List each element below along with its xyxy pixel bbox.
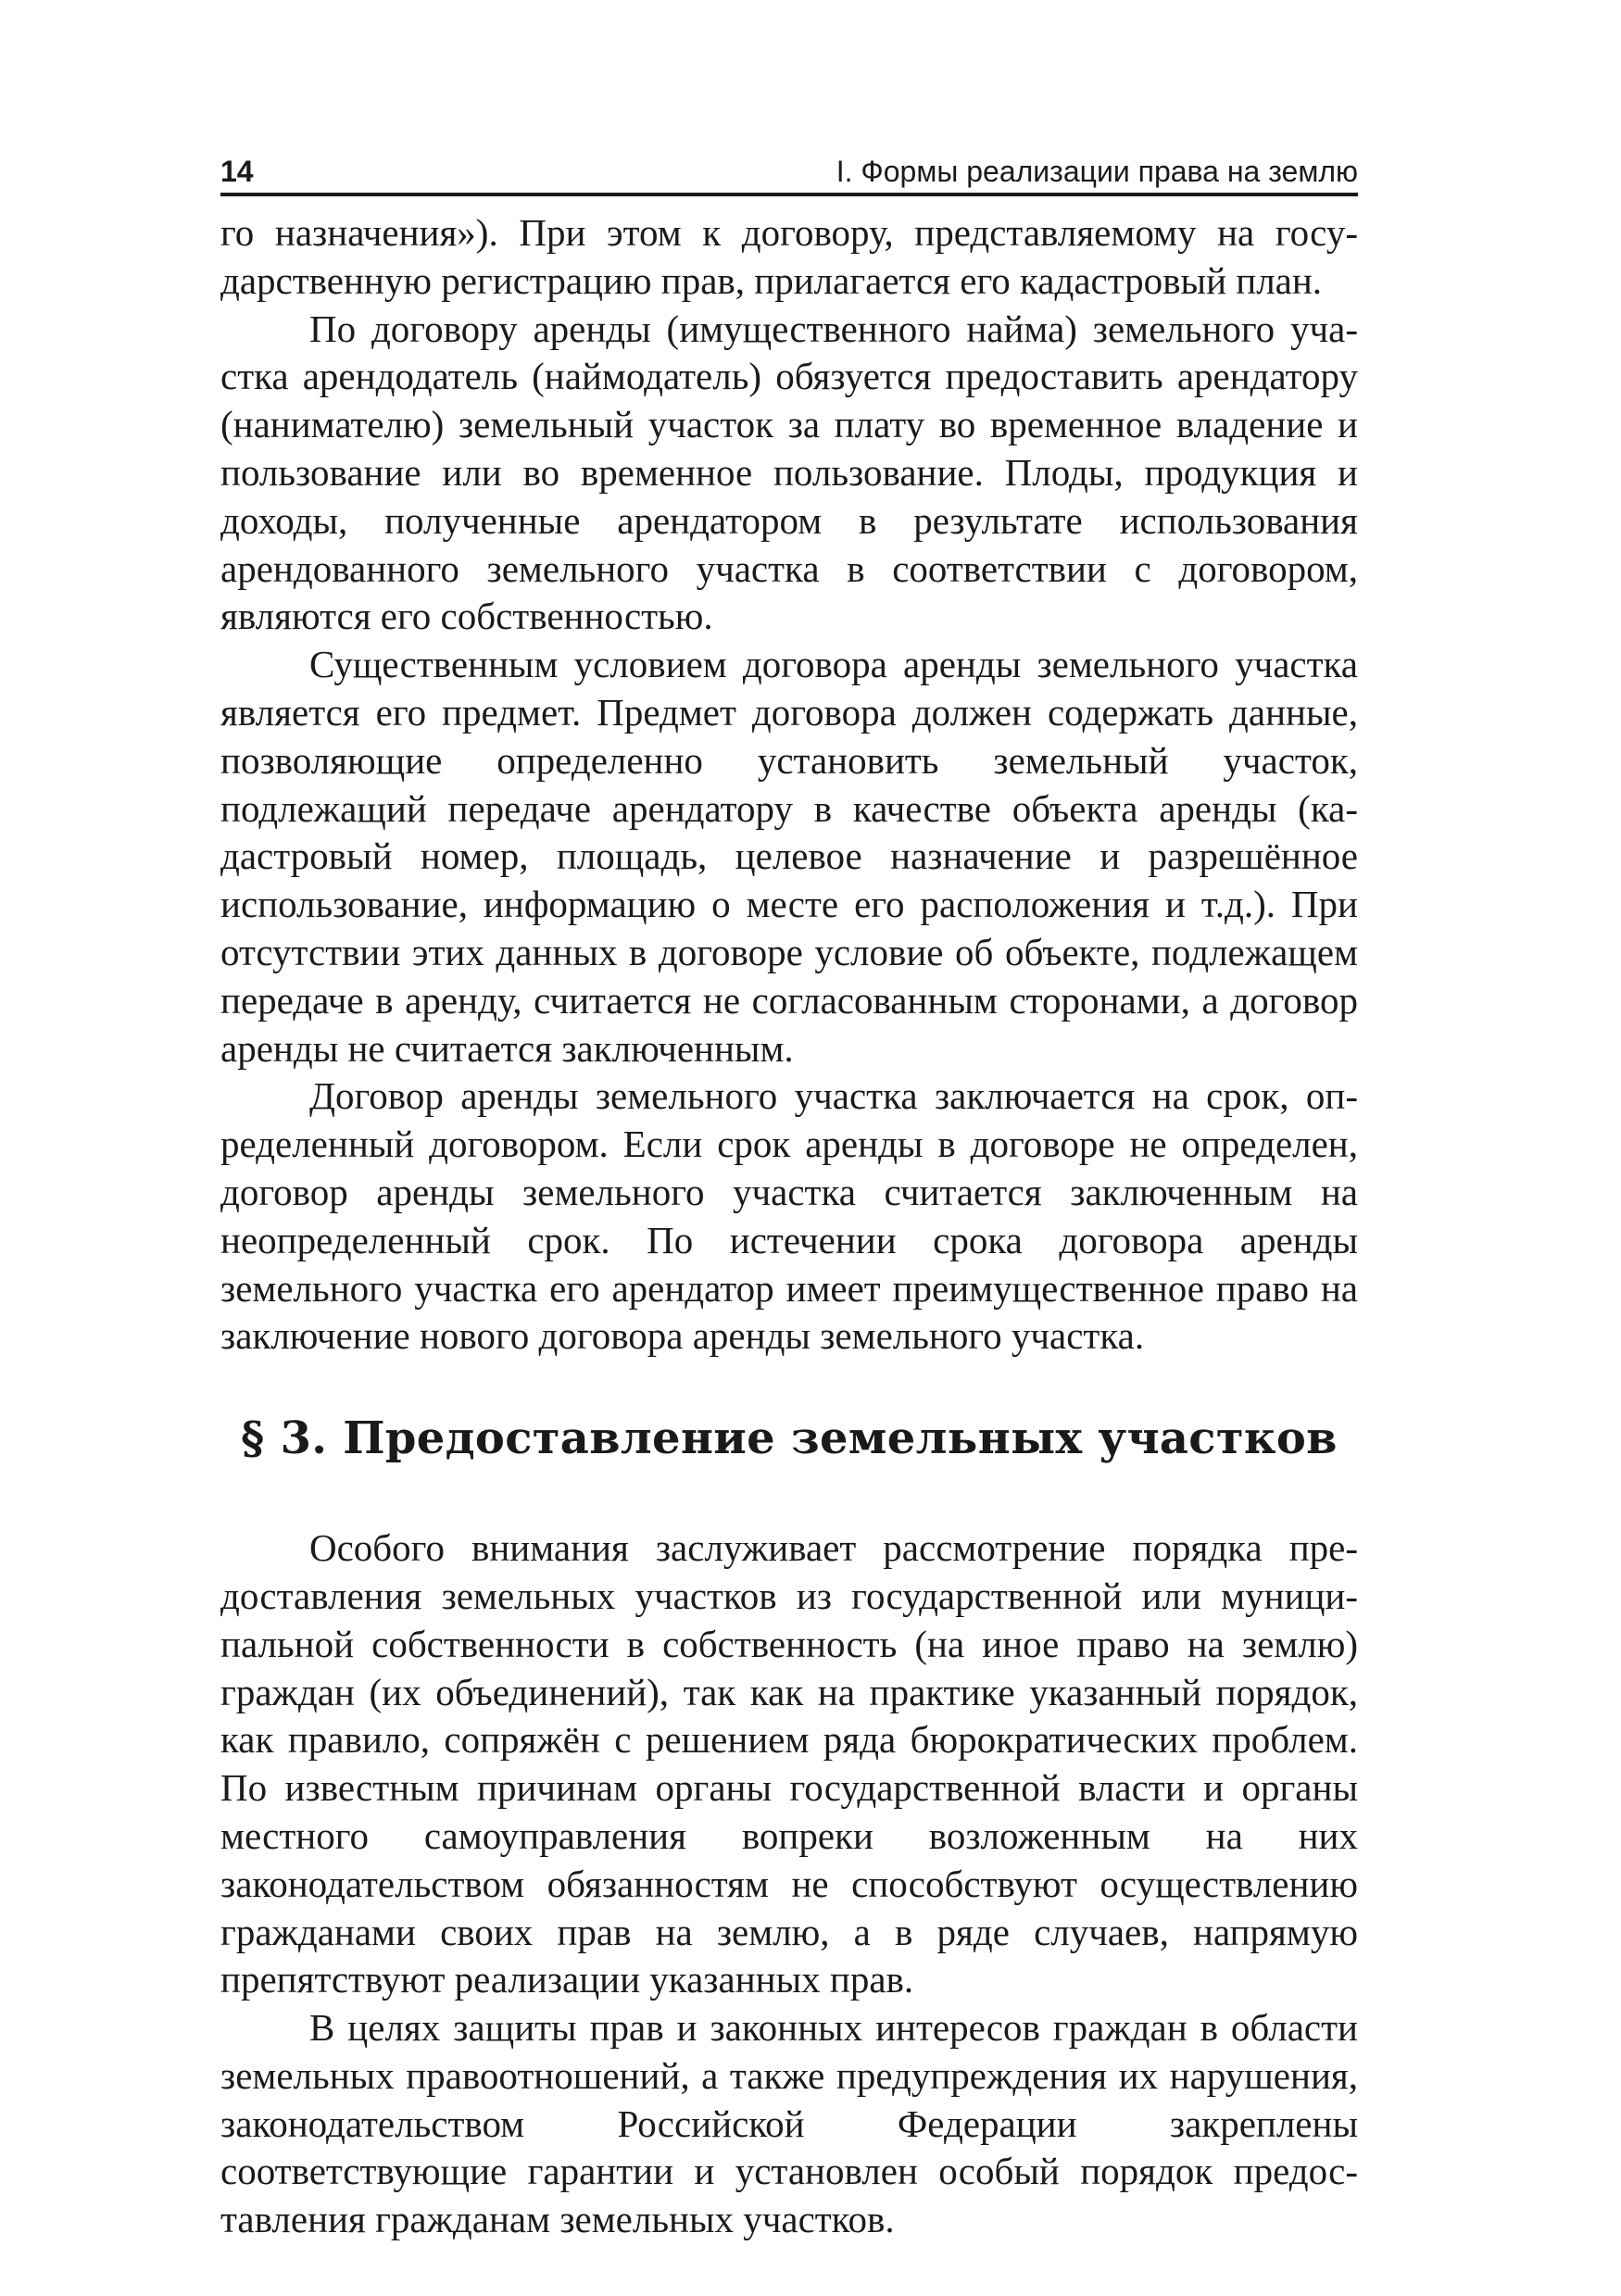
body-text: [220, 209, 1358, 2244]
paragraph-lease-term: Договор аренды земельного участка заключается на срок, определенный договором. Если срок аренды в договоре не определен, договор аренды земельного участка считается заключенным на неопределенный срок. По истечении срока договора аренды земельного участка его арендатор имеет преимущественное право на заключение нового договора аренды земельного участка.: [220, 1074, 1358, 1358]
header-rule: [220, 193, 1358, 196]
paragraph-guarantees: В целях защиты прав и законных интересов граждан в области земельных правоотношений, а также предупреждения их нарушения, законодательством Российской Федерации закреплены соответствующие гарантии и установлен особый порядок предоставления гражданам земельных участков.: [220, 2006, 1358, 2241]
section-heading: § 3. Предоставление земельных участков: [241, 1412, 1338, 1465]
paragraph-continuation: го назначения»). При этом к договору, представляемому на государственную регистрацию прав, прилагается его кадастровый план.: [220, 211, 1358, 302]
paragraph-lease-definition: По договору аренды (имущественного найма) земельного участка арендодатель (наймодатель) обязуется предоставить арендатору (нанимателю) земельный участок за плату во временное владение и пользование или во временное пользование. Плоды, продукция и доходы, полученные арендатором в результате использования арендованного земельного участка в соответствии с договором, являются его собственностью.: [220, 307, 1358, 638]
page-number: 14: [220, 155, 254, 188]
running-title: I. Формы реализации права на землю: [836, 155, 1358, 188]
paragraph-lease-subject: Существенным условием договора аренды земельного участка является его предмет. Предмет договора должен содержать данные, позволяющие определенно установить земельный участок, подлежащий передаче арендатору в качестве объекта аренды (кадастровый номер, площадь, целевое назначение и разрешённое использование, информацию о месте его расположения и т.д.). При отсутствии этих данных в договоре условие об объекте, подлежащем передаче в аренду, считается не согласованным сторонами, а договор аренды не считается заключенным.: [220, 643, 1358, 1070]
running-head: [220, 148, 1358, 194]
paragraph-provision-procedure: Особого внимания заслуживает рассмотрение порядка предоставления земельных участков из государственной или муниципальной собственности в собственность (на иное право на землю) граждан (их объединений), так как на практике указанный порядок, как правило, сопряжён с решением ряда бюрократических проблем. По известным причинам органы государственной власти и органы местного самоуправления вопреки возложенным на них законодательством обязанностям не способствуют осуществлению гражданами своих прав на землю, а в ряде случаев, напрямую препятствуют реализации указанных прав.: [220, 1526, 1358, 2001]
